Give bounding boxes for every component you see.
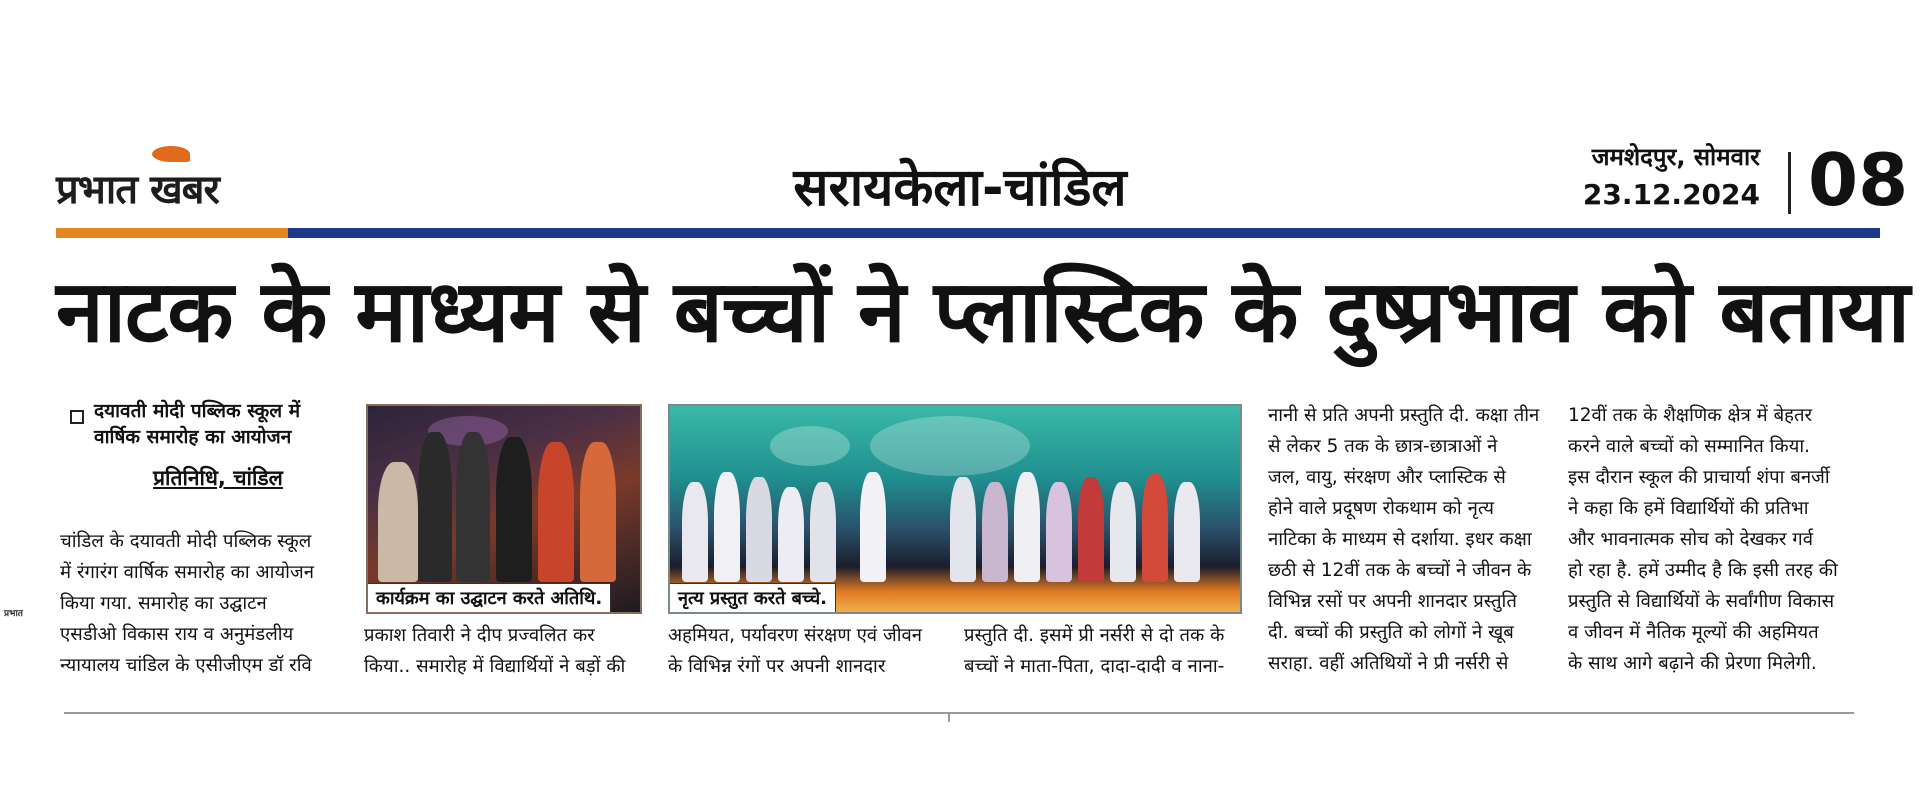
text-line: अहमियत, पर्यावरण संरक्षण एवं जीवन <box>668 625 923 646</box>
issue-date: 23.12.2024 <box>1582 178 1760 211</box>
bottom-rule <box>64 712 1854 714</box>
text-line: दी. बच्चों की प्रस्तुति को लोगों ने खूब <box>1268 622 1514 643</box>
text-line: सराहा. वहीं अतिथियों ने प्री नर्सरी से <box>1268 653 1509 674</box>
text-line: हो रहा है. हमें उम्मीद है कि इसी तरह की <box>1568 560 1838 581</box>
masthead-divider <box>1788 152 1791 214</box>
article-column-2 <box>364 620 640 682</box>
article-column-4 <box>964 620 1242 682</box>
logo-bird-icon <box>152 146 190 162</box>
inauguration-photo <box>366 404 642 614</box>
newspaper-logo <box>56 160 219 215</box>
text-line: इस दौरान स्कूल की प्राचार्या शंपा बनर्जी <box>1568 467 1830 488</box>
text-line: प्रस्तुति से विद्यार्थियों के सर्वांगीण विकास <box>1568 591 1835 612</box>
text-line: में रंगारंग वार्षिक समारोह का आयोजन <box>60 562 314 583</box>
kicker-line: वार्षिक समारोह का आयोजन <box>94 426 292 448</box>
text-line: प्रकाश तिवारी ने दीप प्रज्वलित कर <box>364 625 595 646</box>
logo-text: प्रभात खबर <box>56 167 219 213</box>
side-logo: प्रभात <box>4 609 23 619</box>
kicker <box>94 398 324 450</box>
headline: नाटक के माध्यम से बच्चों ने प्लास्टिक के दुष्प्रभाव को बताया <box>56 262 1909 362</box>
city-day: जमशेदपुर, सोमवार <box>1591 143 1760 171</box>
text-line: और भावनात्मक सोच को देखकर गर्व <box>1568 529 1813 550</box>
text-line: चांडिल के दयावती मोदी पब्लिक स्कूल <box>60 531 312 552</box>
bottom-rule-tick <box>948 712 950 722</box>
text-line: से लेकर 5 तक के छात्र-छात्राओं ने <box>1268 436 1498 457</box>
kicker-line: दयावती मोदी पब्लिक स्कूल में <box>94 400 301 422</box>
text-line: नाटिका के माध्यम से दर्शाया. इधर कक्षा <box>1268 529 1532 550</box>
text-line: बच्चों ने माता-पिता, दादा-दादी व नाना- <box>964 656 1225 677</box>
article-column-1 <box>60 526 342 681</box>
text-line: व जीवन में नैतिक मूल्यों की अहमियत <box>1568 622 1819 643</box>
photo-caption: नृत्य प्रस्तुत करते बच्चे. <box>670 583 836 612</box>
byline: प्रतिनिधि, चांडिल <box>153 466 283 490</box>
text-line: करने वाले बच्चों को सम्मानित किया. <box>1568 436 1811 457</box>
text-line: एसडीओ विकास राय व अनुमंडलीय <box>60 624 294 645</box>
bullet-box-icon <box>70 410 84 424</box>
text-line: के साथ आगे बढ़ाने की प्रेरणा मिलेगी. <box>1568 653 1817 674</box>
section-title: सरायकेला-चांडिल <box>793 158 1127 218</box>
text-line: किया.. समारोह में विद्यार्थियों ने बड़ों की <box>364 656 626 677</box>
text-line: प्रस्तुति दी. इसमें प्री नर्सरी से दो तक के <box>964 625 1225 646</box>
text-line: किया गया. समारोह का उद्घाटन <box>60 593 267 614</box>
text-line: विभिन्न रसों पर अपनी शानदार प्रस्तुति <box>1268 591 1517 612</box>
text-line: ने कहा कि हमें विद्यार्थियों की प्रतिभा <box>1568 498 1809 519</box>
text-line: नानी से प्रति अपनी प्रस्तुति दी. कक्षा तीन <box>1268 405 1540 426</box>
text-line: जल, वायु, संरक्षण और प्लास्टिक से <box>1268 467 1506 488</box>
page-number: 08 <box>1808 138 1909 222</box>
article-column-5 <box>1268 400 1546 679</box>
text-line: न्यायालय चांडिल के एसीजीएम डॉ रवि <box>60 655 312 676</box>
masthead-rule-orange <box>56 228 288 238</box>
dance-performance-photo <box>668 404 1242 614</box>
photo-caption: कार्यक्रम का उद्घाटन करते अतिथि. <box>368 583 611 612</box>
article-column-3 <box>668 620 944 682</box>
masthead-rule-blue <box>288 228 1880 238</box>
text-line: के विभिन्न रंगों पर अपनी शानदार <box>668 656 886 677</box>
text-line: होने वाले प्रदूषण रोकथाम को नृत्य <box>1268 498 1494 519</box>
text-line: 12वीं तक के शैक्षणिक क्षेत्र में बेहतर <box>1568 405 1813 426</box>
article-column-6 <box>1568 400 1858 679</box>
text-line: छठी से 12वीं तक के बच्चों ने जीवन के <box>1268 560 1532 581</box>
